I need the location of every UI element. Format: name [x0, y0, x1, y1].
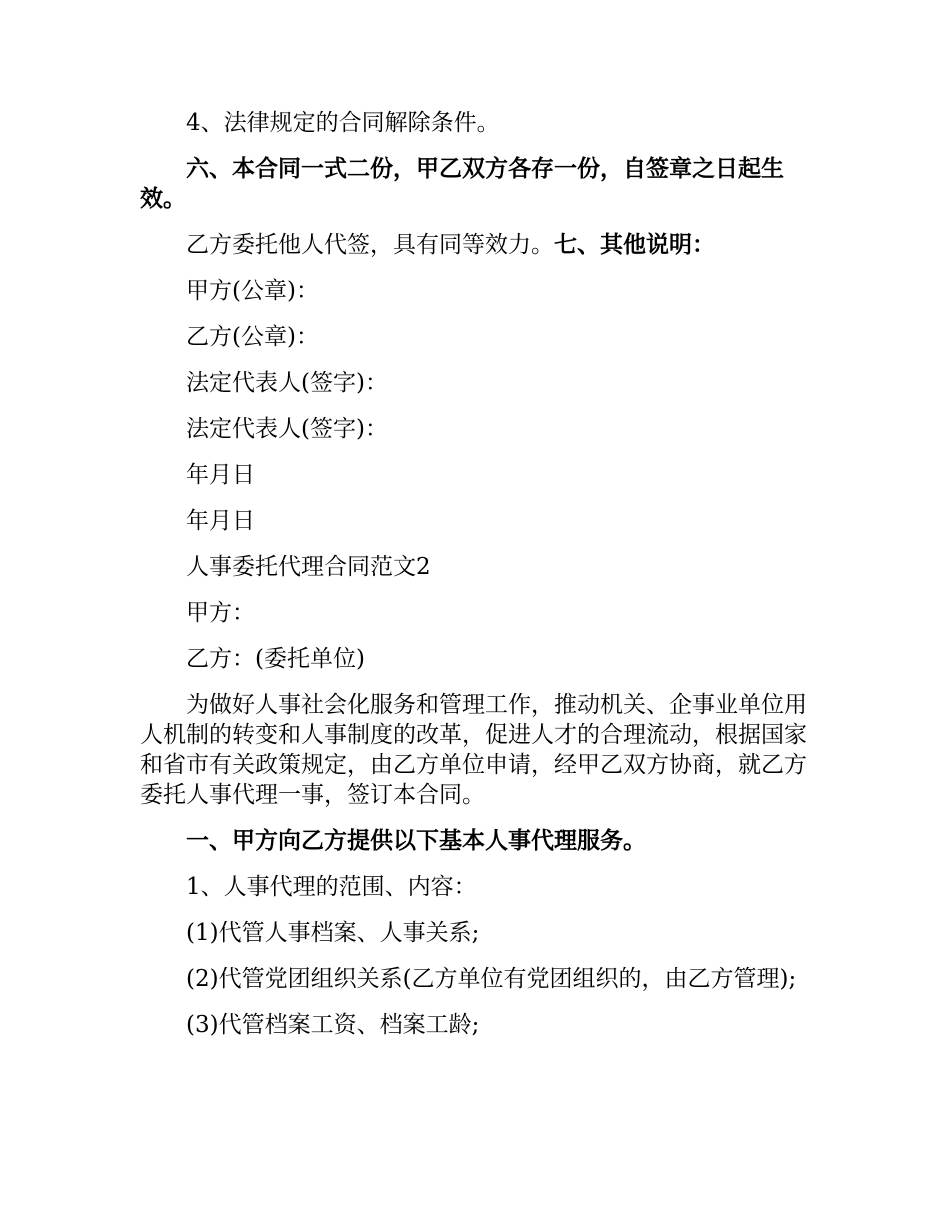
legal-rep-signature-line-a: 法定代表人(签字)： [186, 370, 388, 396]
party-a-seal-line: 甲方(公章)： [186, 278, 319, 304]
party-b-seal-line: 乙方(公章)： [186, 324, 319, 350]
scope-item-3: (3)代管档案工资、档案工龄; [186, 1012, 480, 1038]
paragraph-proxy-signing [140, 230, 810, 260]
paragraph-termination-condition: 4、法律规定的合同解除条件。 [186, 110, 500, 136]
contract-sample-title: 人事委托代理合同范文2 [186, 554, 431, 580]
scope-item-2: (2)代管党团组织关系(乙方单位有党团组织的，由乙方管理); [186, 966, 797, 992]
scope-heading: 1、人事代理的范围、内容： [186, 874, 477, 900]
scope-item-1: (1)代管人事档案、人事关系; [186, 920, 480, 946]
party-a-line: 甲方： [186, 600, 255, 626]
document-body [140, 108, 810, 1040]
party-b-line: 乙方：(委托单位) [186, 646, 365, 672]
proxy-signing-text: 乙方委托他人代签，具有同等效力。 [186, 232, 554, 258]
section-one-heading: 一、甲方向乙方提供以下基本人事代理服务。 [186, 827, 646, 854]
date-line-a: 年月日 [186, 462, 255, 488]
section-six-heading: 六、本合同一式二份，甲乙双方各存一份，自签章之日起生效。 [140, 155, 784, 212]
section-seven-heading: 七、其他说明： [554, 231, 715, 258]
date-line-b: 年月日 [186, 508, 255, 534]
preamble-paragraph: 为做好人事社会化服务和管理工作，推动机关、企事业单位用人机制的转变和人事制度的改革，促进人才的合理流动，根据国家和省市有关政策规定，由乙方单位申请，经甲乙双方协商，就乙方委托人事代理一事，签订本合同。 [140, 692, 807, 808]
legal-rep-signature-line-b: 法定代表人(签字)： [186, 416, 388, 442]
